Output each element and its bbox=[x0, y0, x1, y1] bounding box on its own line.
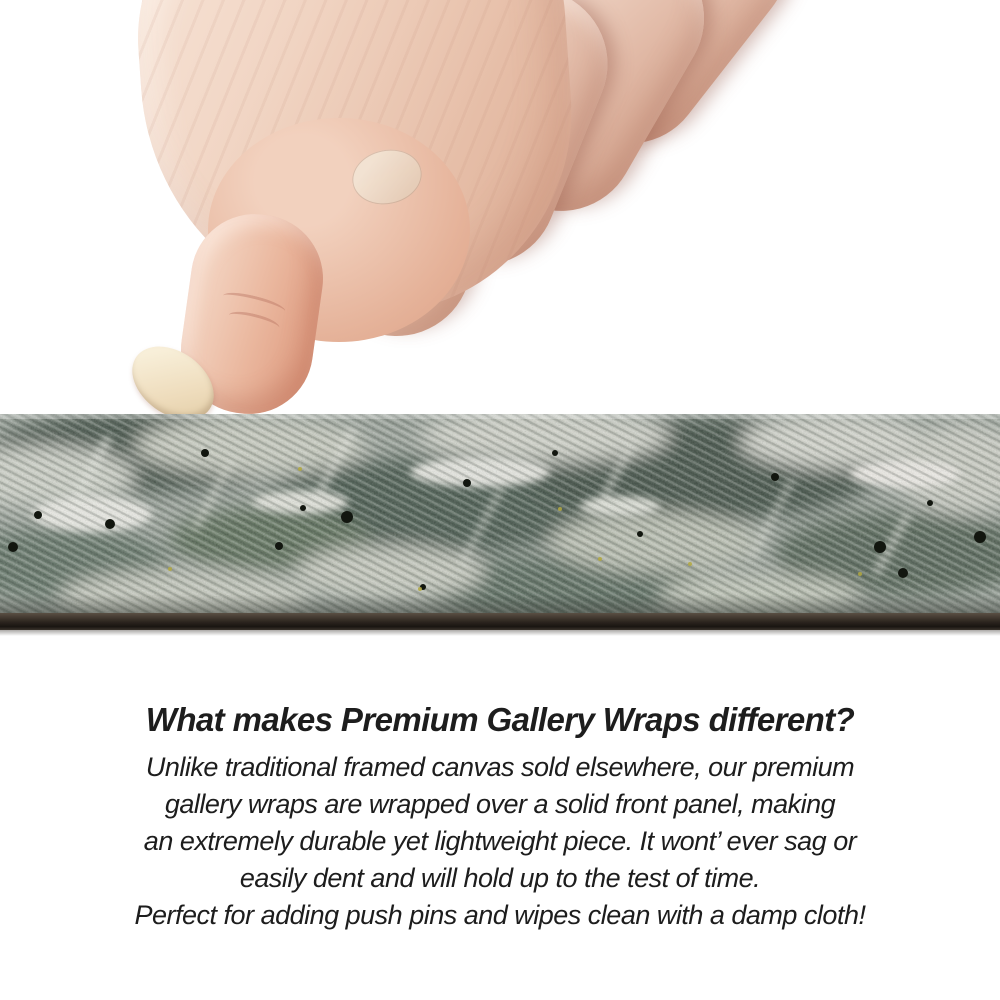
hand-photo bbox=[0, 0, 1000, 432]
canvas-drop-shadow bbox=[0, 630, 1000, 636]
caption-line: an extremely durable yet lightweight piece. It wont’ ever sag or bbox=[143, 826, 857, 856]
caption-body bbox=[0, 749, 1000, 934]
canvas-edge-photo bbox=[0, 414, 1000, 640]
caption-block bbox=[0, 699, 1000, 934]
caption-line: Unlike traditional framed canvas sold elsewhere, our premium bbox=[145, 752, 855, 782]
canvas-panel-dark-edge bbox=[0, 613, 1000, 630]
caption-line: Perfect for adding push pins and wipes clean with a damp cloth! bbox=[134, 900, 866, 930]
caption-headline: What makes Premium Gallery Wraps different? bbox=[145, 701, 855, 738]
caption-line: gallery wraps are wrapped over a solid front panel, making bbox=[164, 789, 836, 819]
canvas-texture bbox=[0, 414, 1000, 614]
caption-line: easily dent and will hold up to the test of time. bbox=[239, 863, 761, 893]
